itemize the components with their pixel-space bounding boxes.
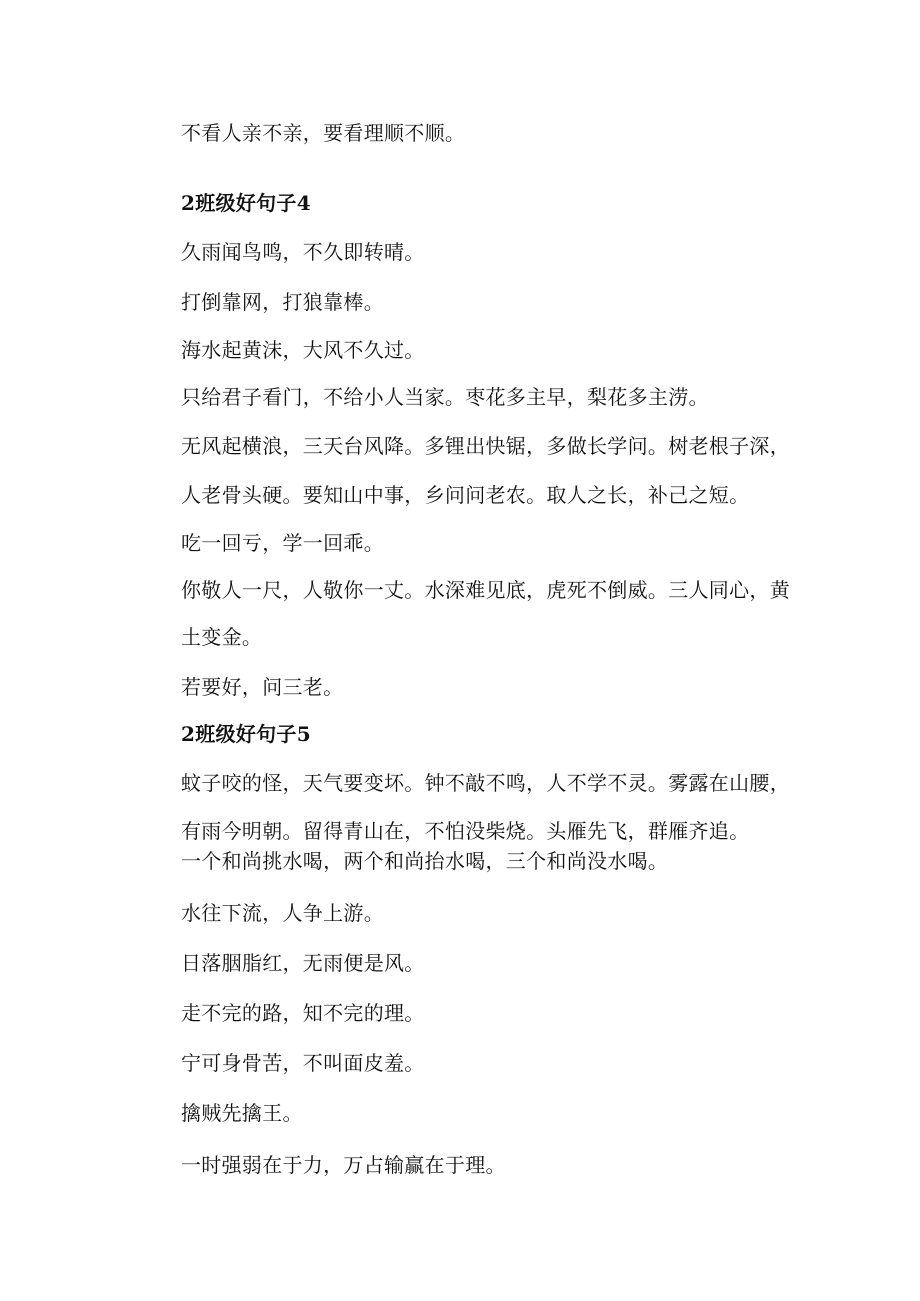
text-line: 久雨闻鸟鸣，不久即转晴。 xyxy=(181,240,425,264)
text-line: 一时强弱在于力，万占输赢在于理。 xyxy=(181,1153,506,1177)
text-line: 擒贼先擒王。 xyxy=(181,1101,303,1125)
text-line: 水往下流，人争上游。 xyxy=(181,901,384,925)
section-heading: 2班级好句子5 xyxy=(181,722,311,746)
text-line: 只给君子看门，不给小人当家。枣花多主早，梨花多主涝。 xyxy=(181,385,709,409)
text-line: 不看人亲不亲，要看理顺不顺。 xyxy=(181,121,466,145)
text-line: 日落胭脂红，无雨便是风。 xyxy=(181,951,425,975)
text-line: 土变金。 xyxy=(181,625,263,649)
text-line: 有雨今明朝。留得青山在，不怕没柴烧。头雁先飞，群雁齐追。 xyxy=(181,819,750,843)
text-line: 打倒靠网，打狼靠棒。 xyxy=(181,290,384,314)
text-line: 走不完的路，知不完的理。 xyxy=(181,1001,425,1025)
text-line: 海水起黄沫，大风不久过。 xyxy=(181,338,425,362)
text-line: 你敬人一尺，人敬你一丈。水深难见底，虎死不倒威。三人同心，黄 xyxy=(181,578,790,602)
text-line: 一个和尚挑水喝，两个和尚抬水喝，三个和尚没水喝。 xyxy=(181,849,669,873)
text-line: 宁可身骨苦，不叫面皮羞。 xyxy=(181,1051,425,1075)
text-line: 无风起横浪，三天台风降。多锂出快锯，多做长学问。树老根子深， xyxy=(181,434,790,458)
text-line: 若要好，问三老。 xyxy=(181,675,344,699)
text-line: 蚊子咬的怪，天气要变坏。钟不敲不鸣，人不学不灵。雾露在山腰， xyxy=(181,771,790,795)
text-line: 人老骨头硬。要知山中事，乡问问老农。取人之长，补己之短。 xyxy=(181,483,750,507)
section-heading: 2班级好句子4 xyxy=(181,191,311,215)
text-line: 吃一回亏，学一回乖。 xyxy=(181,531,384,555)
